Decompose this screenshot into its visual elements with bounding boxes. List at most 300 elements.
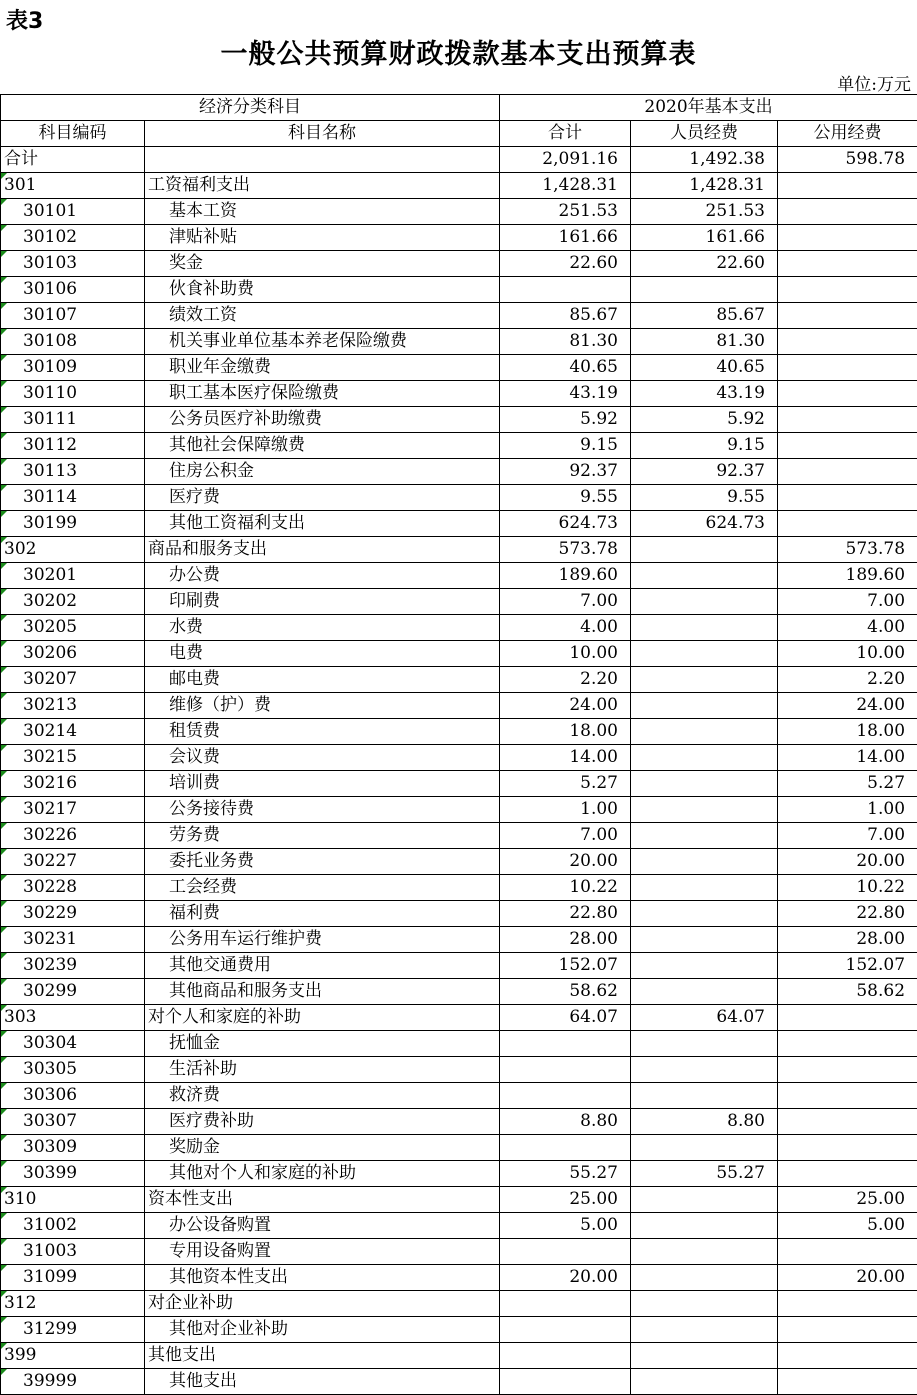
row-personnel [631, 1213, 778, 1239]
row-code: 30214 [1, 719, 145, 745]
row-personnel: 85.67 [631, 303, 778, 329]
row-personnel [631, 1291, 778, 1317]
row-name: 机关事业单位基本养老保险缴费 [145, 329, 500, 355]
row-code: 30299 [1, 979, 145, 1005]
table-row [1, 667, 917, 693]
row-personnel [631, 1239, 778, 1265]
table-row [1, 1161, 917, 1187]
row-total: 22.80 [500, 901, 631, 927]
row-total: 43.19 [500, 381, 631, 407]
row-public: 22.80 [778, 901, 917, 927]
row-personnel: 624.73 [631, 511, 778, 537]
row-code: 30307 [1, 1109, 145, 1135]
row-total [500, 1369, 631, 1395]
header-total: 合计 [500, 121, 631, 147]
row-personnel: 9.15 [631, 433, 778, 459]
page-title: 一般公共预算财政拨款基本支出预算表 [0, 32, 917, 71]
row-public: 7.00 [778, 823, 917, 849]
row-code: 31299 [1, 1317, 145, 1343]
row-total [500, 1083, 631, 1109]
row-total: 10.22 [500, 875, 631, 901]
row-code: 310 [1, 1187, 145, 1213]
row-public [778, 355, 917, 381]
row-total: 152.07 [500, 953, 631, 979]
row-name: 其他对个人和家庭的补助 [145, 1161, 500, 1187]
row-total: 7.00 [500, 823, 631, 849]
row-name: 公务员医疗补助缴费 [145, 407, 500, 433]
row-code: 30229 [1, 901, 145, 927]
row-public: 7.00 [778, 589, 917, 615]
table-row [1, 1031, 917, 1057]
header-2020-basic-expenditure: 2020年基本支出 [500, 95, 917, 121]
row-name: 职工基本医疗保险缴费 [145, 381, 500, 407]
row-total: 161.66 [500, 225, 631, 251]
row-total [500, 1057, 631, 1083]
row-personnel [631, 745, 778, 771]
row-name: 其他交通费用 [145, 953, 500, 979]
row-personnel [631, 1135, 778, 1161]
table-number: 表3 [6, 4, 43, 35]
row-public: 24.00 [778, 693, 917, 719]
row-total: 18.00 [500, 719, 631, 745]
row-public [778, 1369, 917, 1395]
table-row [1, 823, 917, 849]
row-public: 18.00 [778, 719, 917, 745]
row-public: 10.22 [778, 875, 917, 901]
row-name: 委托业务费 [145, 849, 500, 875]
row-total: 9.15 [500, 433, 631, 459]
row-personnel: 8.80 [631, 1109, 778, 1135]
row-public: 10.00 [778, 641, 917, 667]
row-personnel [631, 1343, 778, 1369]
row-public [778, 303, 917, 329]
row-code: 30111 [1, 407, 145, 433]
row-total: 1,428.31 [500, 173, 631, 199]
row-name: 奖励金 [145, 1135, 500, 1161]
row-public [778, 1161, 917, 1187]
row-name: 资本性支出 [145, 1187, 500, 1213]
row-public: 1.00 [778, 797, 917, 823]
table-row [1, 251, 917, 277]
table-row [1, 745, 917, 771]
row-total: 58.62 [500, 979, 631, 1005]
row-public [778, 277, 917, 303]
row-personnel [631, 277, 778, 303]
row-public [778, 433, 917, 459]
table-row [1, 797, 917, 823]
row-name: 奖金 [145, 251, 500, 277]
table-row [1, 459, 917, 485]
row-name: 其他资本性支出 [145, 1265, 500, 1291]
header-row-columns [1, 121, 917, 147]
table-row [1, 1291, 917, 1317]
row-total: 9.55 [500, 485, 631, 511]
row-total: 28.00 [500, 927, 631, 953]
row-personnel: 161.66 [631, 225, 778, 251]
row-public: 20.00 [778, 1265, 917, 1291]
row-personnel [631, 823, 778, 849]
row-total: 2,091.16 [500, 147, 631, 173]
row-personnel [631, 1369, 778, 1395]
row-personnel: 43.19 [631, 381, 778, 407]
table-row [1, 849, 917, 875]
row-name: 办公设备购置 [145, 1213, 500, 1239]
row-public [778, 225, 917, 251]
row-public: 20.00 [778, 849, 917, 875]
row-code: 合计 [1, 147, 145, 173]
row-total: 22.60 [500, 251, 631, 277]
row-total: 40.65 [500, 355, 631, 381]
row-public [778, 251, 917, 277]
row-total: 81.30 [500, 329, 631, 355]
table-row [1, 1213, 917, 1239]
row-name: 劳务费 [145, 823, 500, 849]
row-total [500, 1343, 631, 1369]
row-name: 水费 [145, 615, 500, 641]
table-row [1, 1109, 917, 1135]
row-personnel [631, 875, 778, 901]
row-personnel [631, 563, 778, 589]
row-public: 573.78 [778, 537, 917, 563]
header-economic-classification: 经济分类科目 [1, 95, 500, 121]
table-row [1, 875, 917, 901]
row-total: 189.60 [500, 563, 631, 589]
row-personnel: 1,492.38 [631, 147, 778, 173]
row-code: 30110 [1, 381, 145, 407]
row-code: 30112 [1, 433, 145, 459]
table-row [1, 693, 917, 719]
table-row [1, 225, 917, 251]
row-total: 5.92 [500, 407, 631, 433]
row-code: 30199 [1, 511, 145, 537]
table-row [1, 329, 917, 355]
row-total: 24.00 [500, 693, 631, 719]
row-total: 573.78 [500, 537, 631, 563]
row-code: 30305 [1, 1057, 145, 1083]
row-name: 其他工资福利支出 [145, 511, 500, 537]
row-name: 办公费 [145, 563, 500, 589]
row-name: 工资福利支出 [145, 173, 500, 199]
row-name: 绩效工资 [145, 303, 500, 329]
row-name: 专用设备购置 [145, 1239, 500, 1265]
row-public: 5.27 [778, 771, 917, 797]
table-row [1, 901, 917, 927]
row-public [778, 1005, 917, 1031]
header-code: 科目编码 [1, 121, 145, 147]
table-row [1, 1317, 917, 1343]
row-public [778, 173, 917, 199]
row-personnel: 22.60 [631, 251, 778, 277]
row-public [778, 511, 917, 537]
row-personnel [631, 667, 778, 693]
row-public: 25.00 [778, 1187, 917, 1213]
row-code: 30216 [1, 771, 145, 797]
row-public: 58.62 [778, 979, 917, 1005]
row-total: 14.00 [500, 745, 631, 771]
table-row [1, 719, 917, 745]
row-public [778, 381, 917, 407]
row-total: 25.00 [500, 1187, 631, 1213]
row-personnel [631, 641, 778, 667]
table-row [1, 589, 917, 615]
row-name: 生活补助 [145, 1057, 500, 1083]
row-public [778, 485, 917, 511]
table-row [1, 1265, 917, 1291]
row-code: 31003 [1, 1239, 145, 1265]
row-code: 30399 [1, 1161, 145, 1187]
row-name: 对个人和家庭的补助 [145, 1005, 500, 1031]
table-row [1, 485, 917, 511]
row-total: 1.00 [500, 797, 631, 823]
row-name: 其他支出 [145, 1343, 500, 1369]
row-personnel [631, 901, 778, 927]
row-name: 其他对企业补助 [145, 1317, 500, 1343]
row-name: 印刷费 [145, 589, 500, 615]
row-code: 31099 [1, 1265, 145, 1291]
row-public [778, 329, 917, 355]
row-personnel [631, 979, 778, 1005]
row-total: 10.00 [500, 641, 631, 667]
row-personnel [631, 1057, 778, 1083]
row-personnel: 92.37 [631, 459, 778, 485]
row-code: 399 [1, 1343, 145, 1369]
table-row [1, 771, 917, 797]
row-personnel: 40.65 [631, 355, 778, 381]
row-personnel: 64.07 [631, 1005, 778, 1031]
table-row [1, 927, 917, 953]
row-name: 职业年金缴费 [145, 355, 500, 381]
row-name: 电费 [145, 641, 500, 667]
table-row [1, 277, 917, 303]
row-total: 4.00 [500, 615, 631, 641]
row-code: 31002 [1, 1213, 145, 1239]
header-name: 科目名称 [145, 121, 500, 147]
row-code: 312 [1, 1291, 145, 1317]
row-name: 基本工资 [145, 199, 500, 225]
table-row [1, 953, 917, 979]
row-personnel: 1,428.31 [631, 173, 778, 199]
row-personnel [631, 797, 778, 823]
row-name: 商品和服务支出 [145, 537, 500, 563]
row-name: 住房公积金 [145, 459, 500, 485]
row-code: 30226 [1, 823, 145, 849]
row-personnel [631, 537, 778, 563]
row-public [778, 407, 917, 433]
row-personnel [631, 1083, 778, 1109]
row-code: 30231 [1, 927, 145, 953]
table-row [1, 147, 917, 173]
unit-label: 单位:万元 [837, 70, 911, 95]
row-public [778, 1291, 917, 1317]
row-public [778, 1031, 917, 1057]
row-code: 30113 [1, 459, 145, 485]
row-personnel [631, 693, 778, 719]
table-row [1, 433, 917, 459]
row-public [778, 1343, 917, 1369]
row-total: 55.27 [500, 1161, 631, 1187]
row-total [500, 277, 631, 303]
row-code: 30106 [1, 277, 145, 303]
row-total: 8.80 [500, 1109, 631, 1135]
row-public: 14.00 [778, 745, 917, 771]
row-total: 64.07 [500, 1005, 631, 1031]
row-personnel [631, 849, 778, 875]
row-total: 7.00 [500, 589, 631, 615]
row-name: 医疗费补助 [145, 1109, 500, 1135]
row-name: 其他社会保障缴费 [145, 433, 500, 459]
row-name: 邮电费 [145, 667, 500, 693]
row-public [778, 1135, 917, 1161]
row-name: 公务用车运行维护费 [145, 927, 500, 953]
row-public [778, 459, 917, 485]
row-code: 39999 [1, 1369, 145, 1395]
row-code: 30239 [1, 953, 145, 979]
row-personnel [631, 719, 778, 745]
table-row [1, 537, 917, 563]
row-personnel [631, 589, 778, 615]
budget-table [0, 94, 917, 1395]
row-name: 救济费 [145, 1083, 500, 1109]
row-personnel [631, 927, 778, 953]
row-name: 工会经费 [145, 875, 500, 901]
table-row [1, 563, 917, 589]
row-name [145, 147, 500, 173]
row-code: 303 [1, 1005, 145, 1031]
row-personnel [631, 1031, 778, 1057]
row-public [778, 1057, 917, 1083]
row-personnel: 9.55 [631, 485, 778, 511]
row-code: 30304 [1, 1031, 145, 1057]
row-total: 85.67 [500, 303, 631, 329]
row-code: 30102 [1, 225, 145, 251]
row-name: 抚恤金 [145, 1031, 500, 1057]
row-name: 培训费 [145, 771, 500, 797]
row-code: 30213 [1, 693, 145, 719]
row-personnel [631, 1187, 778, 1213]
row-personnel [631, 771, 778, 797]
row-code: 30205 [1, 615, 145, 641]
row-code: 30215 [1, 745, 145, 771]
row-code: 30109 [1, 355, 145, 381]
row-public: 28.00 [778, 927, 917, 953]
table-row [1, 1083, 917, 1109]
table-row [1, 1369, 917, 1395]
table-row [1, 1005, 917, 1031]
table-row [1, 173, 917, 199]
row-code: 30201 [1, 563, 145, 589]
table-row [1, 1239, 917, 1265]
row-total: 5.00 [500, 1213, 631, 1239]
row-total [500, 1291, 631, 1317]
table-row [1, 511, 917, 537]
table-row [1, 615, 917, 641]
row-personnel [631, 615, 778, 641]
row-total [500, 1135, 631, 1161]
table-row [1, 1057, 917, 1083]
table-row [1, 1343, 917, 1369]
row-public: 4.00 [778, 615, 917, 641]
row-personnel: 55.27 [631, 1161, 778, 1187]
row-code: 30227 [1, 849, 145, 875]
row-total: 624.73 [500, 511, 631, 537]
row-name: 会议费 [145, 745, 500, 771]
row-code: 30103 [1, 251, 145, 277]
row-code: 30206 [1, 641, 145, 667]
row-public: 5.00 [778, 1213, 917, 1239]
row-total [500, 1031, 631, 1057]
table-row [1, 303, 917, 329]
row-name: 其他支出 [145, 1369, 500, 1395]
row-personnel: 251.53 [631, 199, 778, 225]
row-public [778, 1317, 917, 1343]
row-total: 2.20 [500, 667, 631, 693]
table-row [1, 199, 917, 225]
row-personnel: 81.30 [631, 329, 778, 355]
row-personnel [631, 1317, 778, 1343]
row-personnel: 5.92 [631, 407, 778, 433]
row-name: 其他商品和服务支出 [145, 979, 500, 1005]
row-total [500, 1317, 631, 1343]
table-row [1, 979, 917, 1005]
row-public: 152.07 [778, 953, 917, 979]
header-personnel: 人员经费 [631, 121, 778, 147]
row-code: 30101 [1, 199, 145, 225]
row-total: 92.37 [500, 459, 631, 485]
row-code: 301 [1, 173, 145, 199]
table-row [1, 1187, 917, 1213]
row-code: 30107 [1, 303, 145, 329]
row-code: 30217 [1, 797, 145, 823]
row-name: 公务接待费 [145, 797, 500, 823]
header-row-group [1, 95, 917, 121]
row-total [500, 1239, 631, 1265]
row-code: 30306 [1, 1083, 145, 1109]
row-name: 福利费 [145, 901, 500, 927]
row-name: 对企业补助 [145, 1291, 500, 1317]
row-name: 医疗费 [145, 485, 500, 511]
row-public: 2.20 [778, 667, 917, 693]
row-personnel [631, 953, 778, 979]
row-public: 598.78 [778, 147, 917, 173]
header-public: 公用经费 [778, 121, 917, 147]
row-code: 30207 [1, 667, 145, 693]
row-personnel [631, 1265, 778, 1291]
row-name: 租赁费 [145, 719, 500, 745]
row-code: 302 [1, 537, 145, 563]
table-row [1, 1135, 917, 1161]
row-name: 津贴补贴 [145, 225, 500, 251]
table-row [1, 381, 917, 407]
row-code: 30108 [1, 329, 145, 355]
row-public: 189.60 [778, 563, 917, 589]
table-row [1, 355, 917, 381]
row-code: 30228 [1, 875, 145, 901]
row-code: 30114 [1, 485, 145, 511]
row-code: 30309 [1, 1135, 145, 1161]
row-name: 维修（护）费 [145, 693, 500, 719]
row-public [778, 1239, 917, 1265]
row-public [778, 1083, 917, 1109]
row-total: 251.53 [500, 199, 631, 225]
table-row [1, 407, 917, 433]
row-total: 5.27 [500, 771, 631, 797]
row-code: 30202 [1, 589, 145, 615]
row-total: 20.00 [500, 849, 631, 875]
row-public [778, 199, 917, 225]
row-public [778, 1109, 917, 1135]
row-name: 伙食补助费 [145, 277, 500, 303]
row-total: 20.00 [500, 1265, 631, 1291]
